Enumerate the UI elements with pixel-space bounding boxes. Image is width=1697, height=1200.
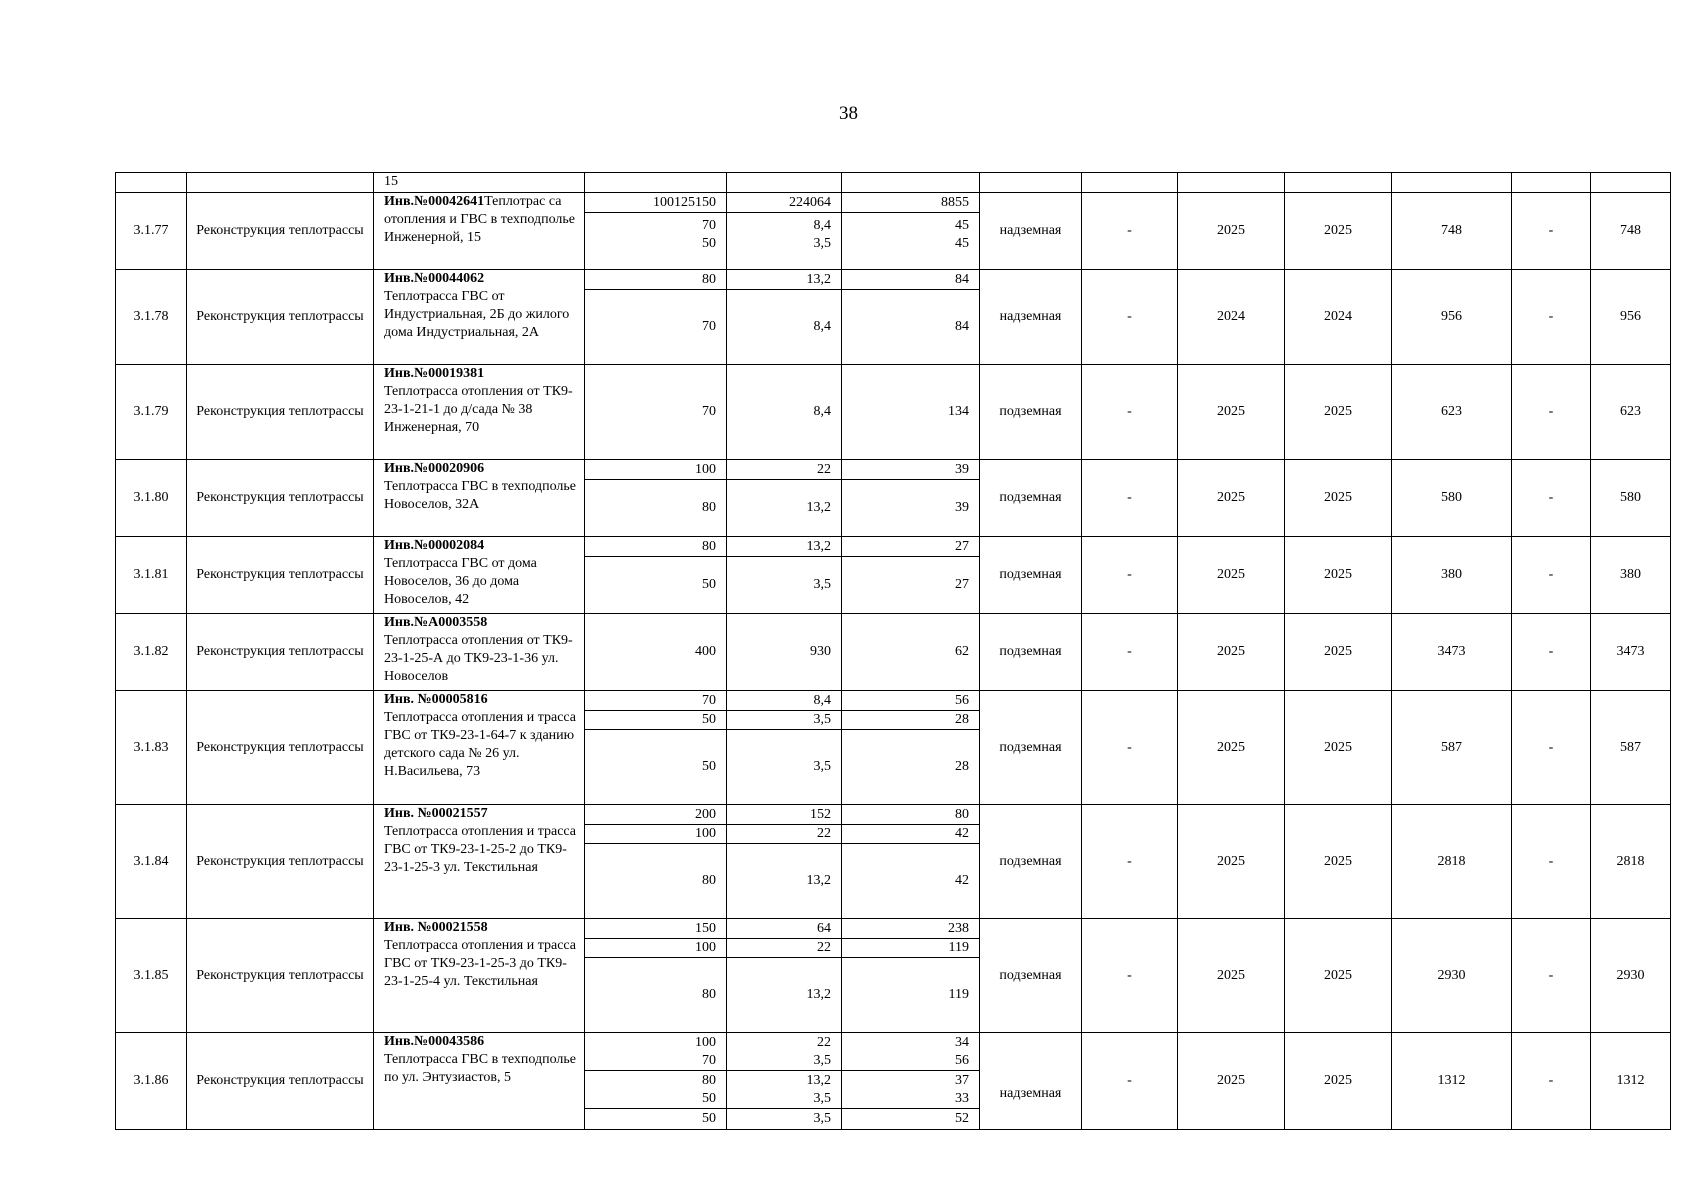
work-type: Реконструкция теплотрассы xyxy=(187,270,374,365)
value: 50 xyxy=(702,759,716,774)
value: 50 xyxy=(585,1090,726,1109)
value: 50 xyxy=(702,236,716,251)
description-text: Теплотрасса ГВС от дома Новоселов, 36 до дома Новоселов, 42 xyxy=(384,556,537,607)
total-cell: 623 xyxy=(1591,365,1671,460)
description-cell xyxy=(374,193,585,270)
description-text: Теплотрасса ГВС от Индустриальная, 2Б до жилого дома Индустриальная, 2А xyxy=(384,289,570,340)
description-cell xyxy=(374,460,585,537)
value: 50 xyxy=(702,577,716,592)
end-year: 2025 xyxy=(1285,691,1392,805)
length-cell xyxy=(842,365,980,460)
laying-type: надземная xyxy=(980,1033,1082,1130)
value: 80 xyxy=(702,500,716,515)
value: 3,5 xyxy=(813,236,831,251)
value: 62 xyxy=(955,644,969,659)
description-text: Теплотрасса ГВС в техподполье Новоселов, 32А xyxy=(384,479,576,512)
value: 3,5 xyxy=(813,577,831,592)
cost-cell: 2818 xyxy=(1392,805,1512,919)
value: 100 xyxy=(695,1034,716,1050)
inventory-number: Инв. №00021557 xyxy=(384,806,488,821)
row-number: 3.1.79 xyxy=(116,365,187,460)
work-type: Реконструкция теплотрассы xyxy=(187,919,374,1033)
total-cell: 956 xyxy=(1591,270,1671,365)
dash-cell: - xyxy=(1512,614,1591,691)
value: 100 xyxy=(585,939,726,958)
dash-cell: - xyxy=(1082,193,1178,270)
dash-cell: - xyxy=(1082,460,1178,537)
dash-cell: - xyxy=(1082,270,1178,365)
table-row xyxy=(116,919,1671,1033)
length-cell xyxy=(842,919,980,1033)
dash-cell: - xyxy=(1512,270,1591,365)
table-row xyxy=(116,270,1671,365)
end-year: 2024 xyxy=(1285,270,1392,365)
value: 64 xyxy=(727,919,841,939)
length-cell xyxy=(842,691,980,805)
value: 238 xyxy=(842,919,979,939)
value: 22 xyxy=(727,460,841,480)
value: 37 xyxy=(955,1072,969,1088)
value: 80 xyxy=(702,1072,716,1088)
value: 100 xyxy=(585,460,726,480)
value: 8,4 xyxy=(813,218,831,233)
laying-type: подземная xyxy=(980,365,1082,460)
dash-cell: - xyxy=(1512,1033,1591,1130)
value: 13,2 xyxy=(806,987,831,1002)
work-type: Реконструкция теплотрассы xyxy=(187,365,374,460)
description-text: Теплотрасса ГВС в техподполье по ул. Энтузиастов, 5 xyxy=(384,1052,576,1085)
description-cell xyxy=(374,365,585,460)
end-year: 2025 xyxy=(1285,1033,1392,1130)
total-cell: 2818 xyxy=(1591,805,1671,919)
dash-cell: - xyxy=(1512,460,1591,537)
dash-cell: - xyxy=(1512,691,1591,805)
laying-type: подземная xyxy=(980,537,1082,614)
description-cell xyxy=(374,614,585,691)
work-type: Реконструкция теплотрассы xyxy=(187,193,374,270)
description-cell xyxy=(374,270,585,365)
cost-cell: 956 xyxy=(1392,270,1512,365)
description-text: Теплотрасса отопления и трасса ГВС от ТК9-23-1-64-7 к зданию детского сада № 26 ул. Н.Васильева, 73 xyxy=(384,710,577,779)
value: 80 xyxy=(702,873,716,888)
start-year: 2025 xyxy=(1178,805,1285,919)
value: 56 xyxy=(842,691,979,711)
work-type: Реконструкция теплотрассы xyxy=(187,805,374,919)
inventory-number: Инв.№00019381 xyxy=(384,366,485,381)
value: 33 xyxy=(842,1090,979,1109)
value: 100 xyxy=(585,825,726,844)
value: 39 xyxy=(955,500,969,515)
dash-cell: - xyxy=(1082,365,1178,460)
value: 80 xyxy=(702,987,716,1002)
table-row xyxy=(116,193,1671,270)
value: 80 xyxy=(585,270,726,290)
row-number: 3.1.80 xyxy=(116,460,187,537)
laying-type: подземная xyxy=(980,919,1082,1033)
inventory-number: Инв.№А0003558 xyxy=(384,615,488,630)
value: 50 xyxy=(585,711,726,730)
length-cell xyxy=(842,193,980,270)
length-cell xyxy=(842,270,980,365)
diameter-cell xyxy=(585,691,727,805)
value: 84 xyxy=(955,319,969,334)
laying-type: надземная xyxy=(980,270,1082,365)
total-cell: 2930 xyxy=(1591,919,1671,1033)
start-year: 2025 xyxy=(1178,365,1285,460)
section-cell xyxy=(727,193,842,270)
laying-type: подземная xyxy=(980,805,1082,919)
start-year: 2024 xyxy=(1178,270,1285,365)
cost-cell: 748 xyxy=(1392,193,1512,270)
value: 22 xyxy=(817,1034,831,1050)
start-year: 2025 xyxy=(1178,193,1285,270)
total-cell: 3473 xyxy=(1591,614,1671,691)
cost-cell: 2930 xyxy=(1392,919,1512,1033)
length-cell xyxy=(842,805,980,919)
cost-cell: 3473 xyxy=(1392,614,1512,691)
description-cell xyxy=(374,691,585,805)
table-row xyxy=(116,537,1671,614)
pipeline-table xyxy=(115,172,1671,1130)
end-year: 2025 xyxy=(1285,365,1392,460)
value: 27 xyxy=(955,577,969,592)
cost-cell: 623 xyxy=(1392,365,1512,460)
description-cell: 15 xyxy=(374,173,585,193)
value: 39 xyxy=(842,460,979,480)
section-cell xyxy=(727,537,842,614)
row-number: 3.1.82 xyxy=(116,614,187,691)
inventory-number: Инв. №00005816 xyxy=(384,692,488,707)
start-year: 2025 xyxy=(1178,919,1285,1033)
work-type: Реконструкция теплотрассы xyxy=(187,460,374,537)
length-cell xyxy=(842,614,980,691)
value: 8855 xyxy=(842,193,979,213)
inventory-number: Инв.№00002084 xyxy=(384,538,485,553)
dash-cell: - xyxy=(1082,614,1178,691)
laying-type: подземная xyxy=(980,614,1082,691)
cost-cell: 380 xyxy=(1392,537,1512,614)
value: 13,2 xyxy=(806,500,831,515)
dash-cell: - xyxy=(1082,919,1178,1033)
total-cell: 380 xyxy=(1591,537,1671,614)
dash-cell: - xyxy=(1512,805,1591,919)
value: 70 xyxy=(702,319,716,334)
row-number: 3.1.81 xyxy=(116,537,187,614)
value: 28 xyxy=(842,711,979,730)
total-cell: 580 xyxy=(1591,460,1671,537)
table-row xyxy=(116,691,1671,805)
value: 134 xyxy=(948,404,969,419)
value: 34 xyxy=(955,1034,969,1050)
value: 45 xyxy=(955,236,969,251)
value: 70 xyxy=(702,218,716,233)
value: 45 xyxy=(955,218,969,233)
description-cell xyxy=(374,805,585,919)
table-row xyxy=(116,173,1671,193)
value: 80 xyxy=(585,537,726,557)
value: 930 xyxy=(810,644,831,659)
length-cell xyxy=(842,460,980,537)
description-text: Теплотрасса отопления от ТК9-23-1-25-А до ТК9-23-1-36 ул. Новоселов xyxy=(384,633,573,684)
inventory-number: Инв. №00021558 xyxy=(384,920,488,935)
section-cell xyxy=(727,365,842,460)
table-row xyxy=(116,1033,1671,1130)
inventory-number: Инв.№00020906 xyxy=(384,461,485,476)
value: 200 xyxy=(585,805,726,825)
diameter-cell xyxy=(585,365,727,460)
dash-cell: - xyxy=(1082,805,1178,919)
end-year: 2025 xyxy=(1285,805,1392,919)
start-year: 2025 xyxy=(1178,1033,1285,1130)
table-row xyxy=(116,460,1671,537)
value: 13,2 xyxy=(727,537,841,557)
end-year: 2025 xyxy=(1285,919,1392,1033)
row-number: 3.1.85 xyxy=(116,919,187,1033)
start-year: 2025 xyxy=(1178,460,1285,537)
value: 3,5 xyxy=(727,1090,841,1109)
value: 56 xyxy=(842,1052,979,1071)
value: 150 xyxy=(585,919,726,939)
laying-type: надземная xyxy=(980,193,1082,270)
description-text: Теплотрасса отопления и трасса ГВС от ТК9-23-1-25-3 до ТК9-23-1-25-4 ул. Текстильная xyxy=(384,938,577,989)
value: 70 xyxy=(702,404,716,419)
value: 28 xyxy=(955,759,969,774)
value: 152 xyxy=(727,805,841,825)
description-text: Теплотрасса отопления и трасса ГВС от ТК9-23-1-25-2 до ТК9-23-1-25-3 ул. Текстильная xyxy=(384,824,577,875)
value: 3,5 xyxy=(813,1111,831,1126)
length-cell xyxy=(842,1033,980,1130)
value: 42 xyxy=(842,825,979,844)
diameter-cell xyxy=(585,537,727,614)
description-cell xyxy=(374,1033,585,1130)
value: 70 xyxy=(585,691,726,711)
value: 42 xyxy=(955,873,969,888)
value: 84 xyxy=(842,270,979,290)
row-number: 3.1.78 xyxy=(116,270,187,365)
value: 27 xyxy=(842,537,979,557)
laying-type: подземная xyxy=(980,691,1082,805)
cost-cell: 580 xyxy=(1392,460,1512,537)
dash-cell: - xyxy=(1512,365,1591,460)
end-year: 2025 xyxy=(1285,614,1392,691)
section-cell xyxy=(727,919,842,1033)
value: 52 xyxy=(955,1111,969,1126)
dash-cell: - xyxy=(1082,1033,1178,1130)
end-year: 2025 xyxy=(1285,193,1392,270)
work-type: Реконструкция теплотрассы xyxy=(187,537,374,614)
section-cell xyxy=(727,805,842,919)
table-row xyxy=(116,614,1671,691)
length-cell xyxy=(842,537,980,614)
start-year: 2025 xyxy=(1178,537,1285,614)
section-cell xyxy=(727,691,842,805)
diameter-cell xyxy=(585,614,727,691)
work-type: Реконструкция теплотрассы xyxy=(187,1033,374,1130)
value: 8,4 xyxy=(813,319,831,334)
description-cell xyxy=(374,537,585,614)
value: 100125150 xyxy=(585,193,726,213)
value: 224064 xyxy=(727,193,841,213)
value: 22 xyxy=(727,825,841,844)
start-year: 2025 xyxy=(1178,614,1285,691)
dash-cell: - xyxy=(1082,691,1178,805)
value: 70 xyxy=(585,1052,726,1071)
inventory-number: Инв.№00043586 xyxy=(384,1034,485,1049)
page-number: 38 xyxy=(839,103,858,124)
value: 13,2 xyxy=(727,270,841,290)
total-cell: 587 xyxy=(1591,691,1671,805)
end-year: 2025 xyxy=(1285,537,1392,614)
diameter-cell xyxy=(585,805,727,919)
work-type: Реконструкция теплотрассы xyxy=(187,691,374,805)
inventory-number: Инв.№00042641 xyxy=(384,194,485,209)
description-text: Теплотрас са отопления и ГВС в техподполье Инженерной, 15 xyxy=(384,194,575,245)
table-row xyxy=(116,805,1671,919)
value: 3,5 xyxy=(727,1052,841,1071)
value: 22 xyxy=(727,939,841,958)
end-year: 2025 xyxy=(1285,460,1392,537)
inventory-number: Инв.№00044062 xyxy=(384,271,485,286)
row-number: 3.1.86 xyxy=(116,1033,187,1130)
value: 119 xyxy=(842,939,979,958)
diameter-cell xyxy=(585,919,727,1033)
dash-cell: - xyxy=(1512,193,1591,270)
section-cell xyxy=(727,270,842,365)
total-cell: 748 xyxy=(1591,193,1671,270)
description-text: Теплотрасса отопления от ТК9-23-1-21-1 до д/сада № 38 Инженерная, 70 xyxy=(384,384,573,435)
diameter-cell xyxy=(585,460,727,537)
dash-cell: - xyxy=(1082,537,1178,614)
section-cell xyxy=(727,460,842,537)
dash-cell: - xyxy=(1512,919,1591,1033)
cost-cell: 1312 xyxy=(1392,1033,1512,1130)
row-number: 3.1.77 xyxy=(116,193,187,270)
start-year: 2025 xyxy=(1178,691,1285,805)
value: 13,2 xyxy=(806,1072,831,1088)
value: 8,4 xyxy=(727,691,841,711)
section-cell xyxy=(727,614,842,691)
laying-type: подземная xyxy=(980,460,1082,537)
cost-cell: 587 xyxy=(1392,691,1512,805)
value: 13,2 xyxy=(806,873,831,888)
value: 50 xyxy=(702,1111,716,1126)
value: 80 xyxy=(842,805,979,825)
section-cell xyxy=(727,1033,842,1130)
diameter-cell xyxy=(585,1033,727,1130)
table-row xyxy=(116,365,1671,460)
value: 8,4 xyxy=(813,404,831,419)
total-cell: 1312 xyxy=(1591,1033,1671,1130)
dash-cell: - xyxy=(1512,537,1591,614)
row-number: 3.1.84 xyxy=(116,805,187,919)
work-type: Реконструкция теплотрассы xyxy=(187,614,374,691)
row-number: 3.1.83 xyxy=(116,691,187,805)
value: 3,5 xyxy=(813,759,831,774)
diameter-cell xyxy=(585,193,727,270)
value: 400 xyxy=(695,644,716,659)
description-cell xyxy=(374,919,585,1033)
value: 119 xyxy=(948,987,969,1002)
value: 3,5 xyxy=(727,711,841,730)
diameter-cell xyxy=(585,270,727,365)
